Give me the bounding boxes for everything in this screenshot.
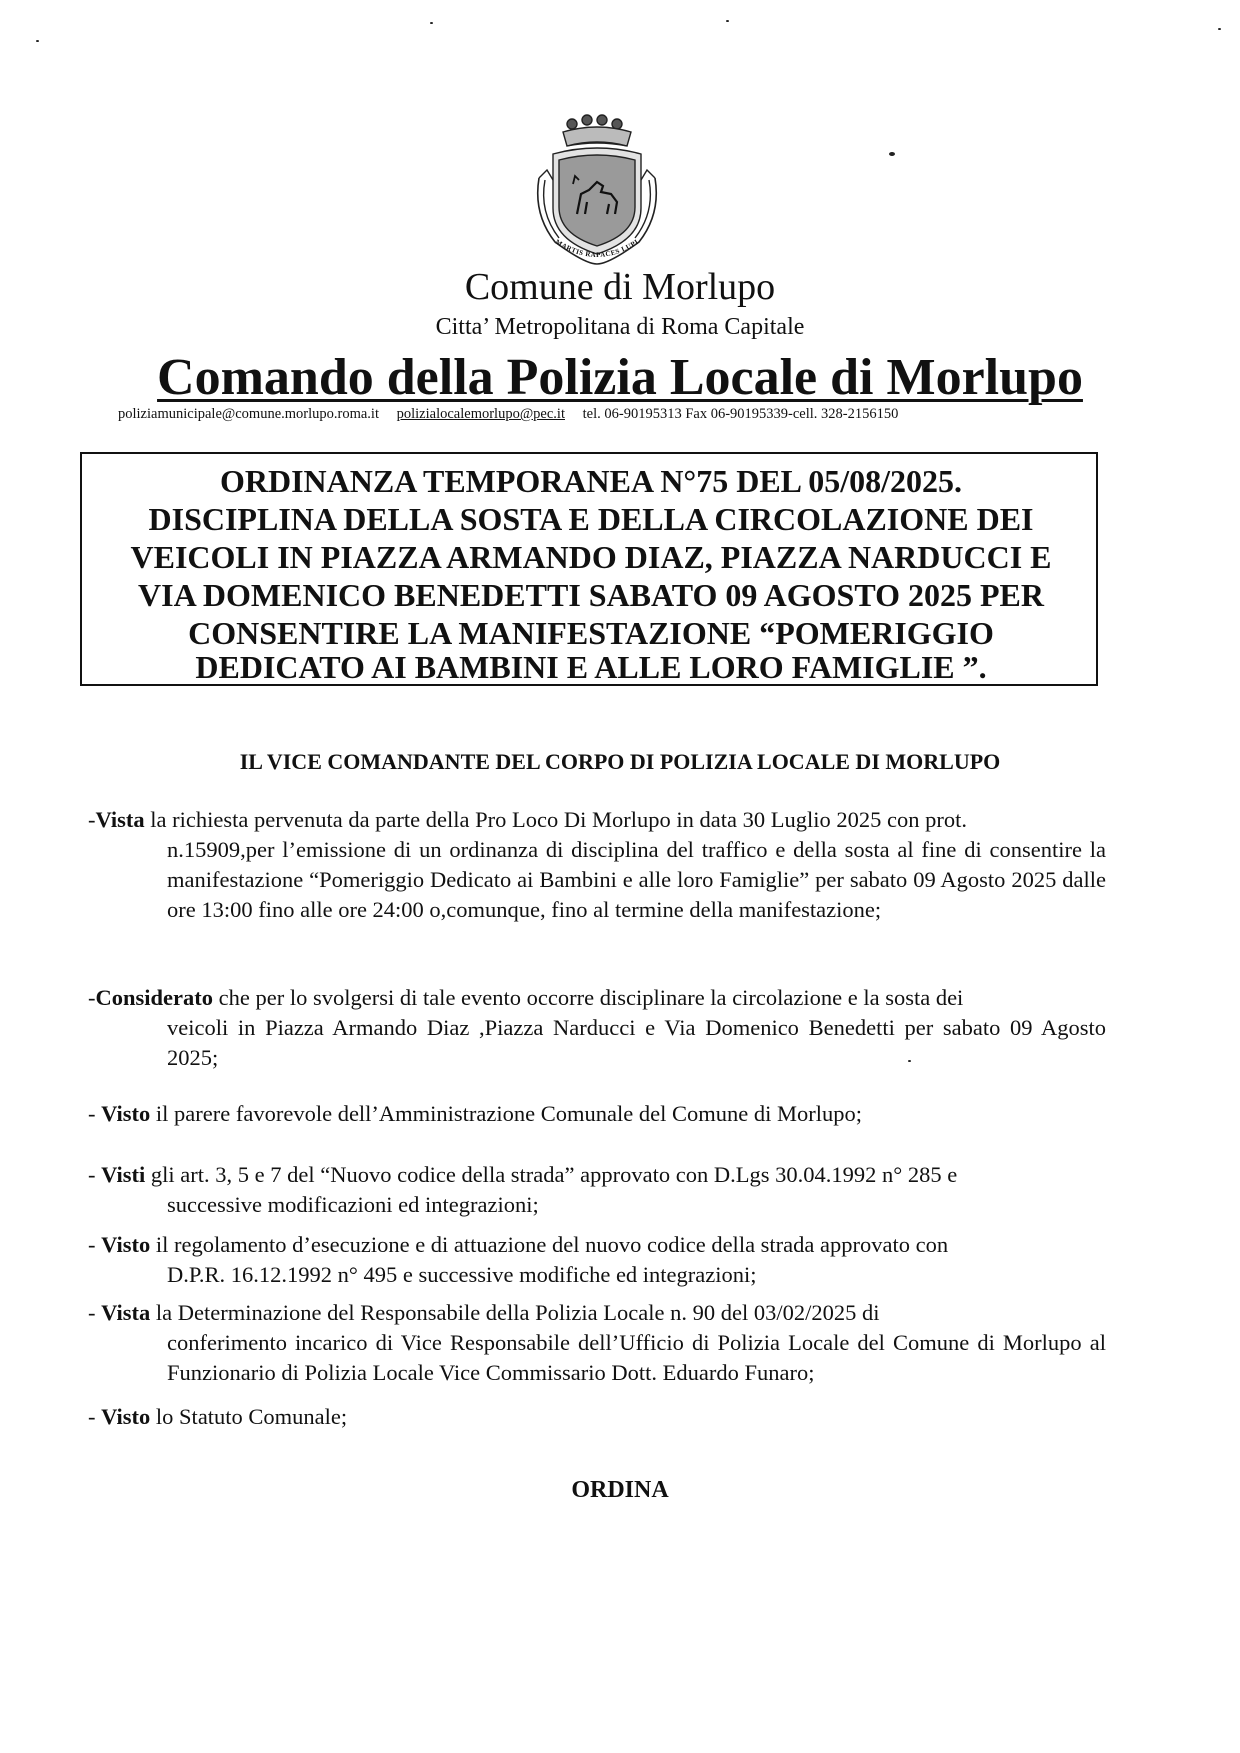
premise-keyword: Vista — [101, 1300, 151, 1325]
premise-visto-parere: - Visto il parere favorevole dell’Amministrazione Comunale del Comune di Morlupo; — [88, 1101, 862, 1126]
title-line: VEICOLI IN PIAZZA ARMANDO DIAZ, PIAZZA NARDUCCI E — [130, 539, 1052, 575]
premise-keyword: Visto — [101, 1404, 151, 1429]
metropolitan-city: Citta’ Metropolitana di Roma Capitale — [435, 314, 805, 340]
scan-speck — [430, 22, 433, 24]
title-line: DISCIPLINA DELLA SOSTA E DELLA CIRCOLAZIONE DEI — [148, 501, 1034, 537]
premise-visto-statuto: - Visto lo Statuto Comunale; — [88, 1404, 348, 1429]
scan-speck — [908, 1060, 911, 1062]
crest-motto: MARTIS RAPACES LUPI — [553, 237, 641, 260]
title-line: ORDINANZA TEMPORANEA N°75 DEL 05/08/2025. — [219, 463, 963, 499]
premise-considerato: -Considerato che per lo svolgersi di tale evento occorre disciplinare la circolazione e la sosta dei veicoli in Piazza Armando Diaz ,Piazza Narducci e Via Domenico Benedetti per sabato 09 Agosto 2025; — [88, 983, 1106, 1073]
premise-text: conferimento incarico di Vice Responsabile dell’Ufficio di Polizia Locale del Comune di Morlupo al Funzionario di Polizia Locale Vice Commissario Dott. Eduardo Funaro; — [167, 1330, 1106, 1385]
contact-line — [118, 405, 1128, 423]
pec-address: polizialocalemorlupo@pec.it — [396, 406, 565, 422]
premise-vista-determinazione: - Vista la Determinazione del Responsabile della Polizia Locale n. 90 del 03/02/2025 di conferimento incarico di Vice Responsabile dell’Ufficio di Polizia Locale del Comune di Morlupo al Funzionario di Polizia Locale Vice Commissario Dott. Eduardo Funaro; — [88, 1298, 1106, 1388]
premise-visti-codice: - Visti gli art. 3, 5 e 7 del “Nuovo codice della strada” approvato con D.Lgs 30.04.1992 n° 285 e successive modificazioni ed integrazioni; — [88, 1160, 1106, 1220]
premise-keyword: Visto — [101, 1232, 151, 1257]
premise-keyword: Visti — [101, 1162, 146, 1187]
town-name: Comune di Morlupo — [464, 266, 776, 308]
ordinance-title-box — [80, 452, 1098, 686]
premise-vista-request: -Vista la richiesta pervenuta da parte della Pro Loco Di Morlupo in data 30 Luglio 2025 con prot. n.15909,per l’emissione di un ordinanza di disciplina del traffico e della sosta al fine di consentire la manifestazione “Pomeriggio Dedicato ai Bambini e alle loro Famiglie” per sabato 09 Agosto 2025 dalle ore 13:00 fino alle ore 24:00 o,comunque, fino al termine della manifestazione; — [88, 805, 1106, 925]
command-heading: Comando della Polizia Locale di Morlupo — [157, 349, 1083, 406]
ordina-heading: ORDINA — [571, 1477, 669, 1503]
phone-numbers: tel. 06-90195313 Fax 06-90195339-cell. 328-2156150 — [582, 406, 899, 422]
issuing-authority: IL VICE COMANDANTE DEL CORPO DI POLIZIA LOCALE DI MORLUPO — [239, 749, 1001, 774]
scan-speck — [889, 152, 895, 156]
premise-keyword: Considerato — [95, 985, 213, 1010]
premise-text: D.P.R. 16.12.1992 n° 495 e successive modifiche ed integrazioni; — [167, 1262, 757, 1287]
premise-text: veicoli in Piazza Armando Diaz ,Piazza Narducci e Via Domenico Benedetti per sabato 09 Agosto 2025; — [167, 1015, 1106, 1070]
premise-text: n.15909,per l’emissione di un ordinanza di disciplina del traffico e della sosta al fine di consentire la manifestazione “Pomeriggio Dedicato ai Bambini e alle loro Famiglie” per sabato 09 Agosto 2025 dalle ore 13:00 fino alle ore 24:00 o,comunque, fino al termine della manifestazione; — [167, 837, 1106, 922]
title-line: DEDICATO AI BAMBINI E ALLE LORO FAMIGLIE ”. — [195, 649, 987, 685]
premise-keyword: Vista — [95, 807, 145, 832]
title-line: CONSENTIRE LA MANIFESTAZIONE “POMERIGGIO — [188, 615, 994, 651]
town-crest-logo — [525, 114, 670, 269]
premise-text: successive modificazioni ed integrazioni; — [167, 1192, 539, 1217]
scan-speck — [726, 20, 729, 22]
email-address: poliziamunicipale@comune.morlupo.roma.it — [118, 406, 379, 422]
premise-visto-regolamento: - Visto il regolamento d’esecuzione e di attuazione del nuovo codice della strada approvato con D.P.R. 16.12.1992 n° 495 e successive modifiche ed integrazioni; — [88, 1230, 1106, 1290]
scan-speck — [36, 40, 39, 42]
premise-keyword: Visto — [101, 1101, 151, 1126]
scan-speck — [1218, 28, 1221, 30]
title-line: VIA DOMENICO BENEDETTI SABATO 09 AGOSTO 2025 PER — [138, 577, 1044, 613]
